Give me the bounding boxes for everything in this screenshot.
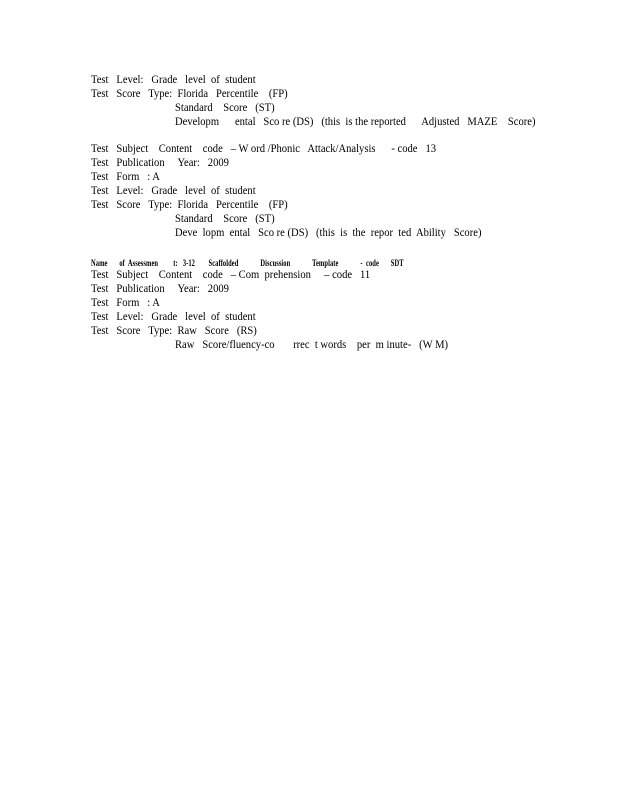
- block1-score-type-developmental: Developm ental Sco re (DS) (this is the reported Adjusted MAZE Score): [175, 116, 536, 128]
- block1-test-level: Test Level: Grade level of student: [91, 74, 256, 86]
- block2-test-level: Test Level: Grade level of student: [91, 185, 256, 197]
- block2-test-form: Test Form : A: [91, 171, 160, 183]
- block3-test-publication: Test Publication Year: 2009: [91, 283, 229, 295]
- block3-test-subject: Test Subject Content code – Com prehension – code 11: [91, 269, 371, 281]
- block2-test-publication: Test Publication Year: 2009: [91, 157, 229, 169]
- block3-test-level: Test Level: Grade level of student: [91, 311, 256, 323]
- block3-assessment-name: Name of Assessmen t: 3-12 Scaffolded Discussion Template - code SDT: [91, 258, 404, 268]
- block2-test-score-type: Test Score Type: Florida Percentile (FP): [91, 199, 288, 211]
- block3-score-type-raw-fluency: Raw Score/fluency-co rrec t words per m inute- (W M): [175, 339, 449, 351]
- block1-test-score-type: Test Score Type: Florida Percentile (FP): [91, 88, 288, 100]
- block2-score-type-standard: Standard Score (ST): [175, 213, 275, 225]
- block3-test-form: Test Form : A: [91, 297, 160, 309]
- block2-score-type-developmental: Deve lopm ental Sco re (DS) (this is the repor ted Ability Score): [175, 227, 482, 239]
- block2-test-subject: Test Subject Content code – W ord /Phonic Attack/Analysis - code 13: [91, 143, 437, 155]
- block1-score-type-standard: Standard Score (ST): [175, 102, 275, 114]
- block3-test-score-type: Test Score Type: Raw Score (RS): [91, 325, 257, 337]
